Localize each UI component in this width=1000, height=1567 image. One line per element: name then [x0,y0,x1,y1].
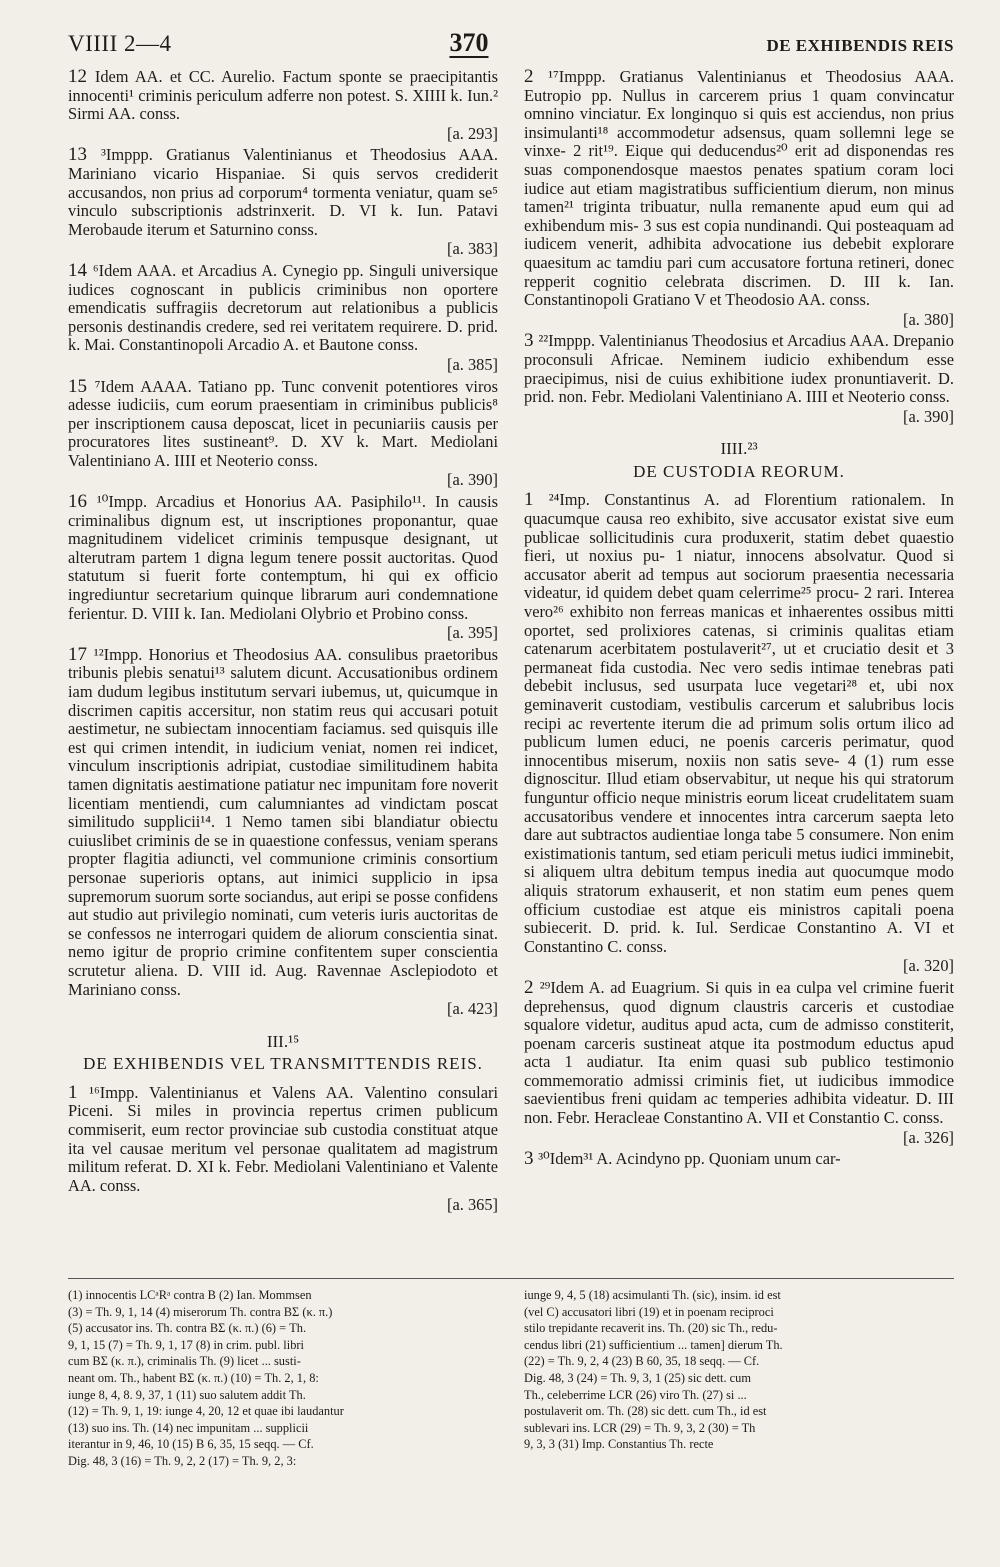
footnote-line: iunge 9, 4, 5 (18) acsimulanti Th. (sic), insim. id est [524,1288,781,1302]
footnote-line: Dig. 48, 3 (16) = Th. 9, 2, 2 (17) = Th. 9, 2, 3: [68,1453,297,1468]
law-entry [68,643,498,999]
law-entry [524,1150,954,1169]
footnote-line: stilo trepidante recaverit ins. Th. (20) sic Th., redu- [524,1321,778,1336]
law-date: [a. 293] [447,123,498,143]
footnote-line: cendus libri (21) sufficientium ... tamen] dierum Th. [524,1337,783,1352]
law-entry [524,976,954,1128]
footnote-line: (22) = Th. 9, 2, 4 (23) B 60, 35, 18 seqq. — Cf. [524,1354,760,1369]
law-entry [68,68,498,124]
section-heading: DE EXHIBENDIS VEL TRANSMITTENDIS REIS. [83,1054,483,1074]
law-number: 12 [68,68,95,87]
law-date: [a. 380] [903,309,954,329]
footnote-line: neant om. Th., habent BΣ (κ. π.) (10) = Th. 2, 1, 8: [68,1370,319,1385]
law-text: ¹⁶Impp. Valentinianus et Valens AA. Valentino consulari Piceni. Si miles in provincia repertus crimen publicum commiserit, eum rector provinciae sub custodia constituat atque ita vel causae meritum vel personae qualitatem ad magistrum militum referat. D. XI k. Febr. Mediolani Valentiniano et Valente AA. conss. [68,1082,498,1195]
law-number: 16 [68,491,97,513]
footnote-line: (vel C) accusatori libri (19) et in poenam reciproci [524,1304,774,1319]
footnote-line: iunge 8, 4, 8. 9, 37, 1 (11) suo salutem addit Th. [68,1387,306,1402]
footnotes [68,1278,954,1470]
law-entry [68,259,498,355]
law-date: [a. 320] [903,956,954,976]
left-column [68,68,498,1278]
footnote-line: postulaverit om. Th. (28) sic dett. cum Th., id est [524,1404,767,1419]
law-entry [68,493,498,623]
footnote-line: 9, 3, 3 (31) Imp. Constantius Th. recte [524,1437,714,1452]
book-title-reference: VIIII 2—4 [68,31,172,56]
law-number: 15 [68,375,95,397]
footnote-line: sublevari ins. LCR (29) = Th. 9, 3, 2 (30) = Th [524,1420,756,1435]
law-list [68,68,498,1019]
law-number: 14 [68,259,93,281]
law-number: 3 [524,1148,539,1170]
law-date: [a. 365] [447,1195,498,1215]
footnote-line: (13) suo ins. Th. (14) nec impunitam ... supplicii [68,1420,309,1435]
footnote-line: (5) accusator ins. Th. contra BΣ (κ. π.) (6) = Th. [68,1321,307,1336]
section-heading: DE CUSTODIA REORUM. [633,461,845,481]
law-text: ³⁰Idem³¹ A. Acindyno pp. Quoniam unum car- [538,1149,841,1169]
page-number: 370 [449,28,489,57]
footnote-column-right [524,1287,954,1470]
law-date: [a. 423] [447,999,498,1019]
law-date: [a. 326] [903,1127,954,1147]
law-entry [68,1081,498,1196]
law-text: ¹⁰Impp. Arcadius et Honorius AA. Pasiphilo¹¹. In causis criminalibus dignum est, ut inscriptiones proponantur, quae magnitudinem videlicet criminis tempusque designant, ut alterutram partem 1 digna legum tenere possit auctoritas. Quod statutum si fuerit forte contemptum, hi qui ex officio ingrediuntur secretarium quinque librarum auri condemnatione ferientur. D. VIII k. Ian. Mediolani Olybrio et Probino conss. [68,492,498,623]
law-entry [524,332,954,406]
footnote-line: iterantur in 9, 46, 10 (15) B 6, 35, 15 seqq. — Cf. [68,1437,314,1452]
law-text: ²²Imppp. Valentinianus Theodosius et Arcadius AAA. Drepanio proconsuli Africae. Neminem iudicio exhibendum esse praecipimus, nisi de cuius exhibitione iudex pronuntiaverit. D. prid. non. Febr. Mediolani Valentiniano A. IIII et Neoterio conss. [524,331,954,407]
law-list [68,1081,498,1215]
footnote-line: cum BΣ (κ. π.), criminalis Th. (9) licet ... susti- [68,1354,301,1369]
law-date: [a. 390] [903,406,954,426]
law-list [524,491,954,1168]
footnote-line: Th., celeberrime LCR (26) viro Th. (27) si ... [524,1387,747,1402]
law-text: ¹⁷Imppp. Gratianus Valentinianus et Theodosius AAA. Eutropio pp. Nullus in carcerem prius 1 quam convincatur omnino vinciatur. Ex longinquo si quis est acciendus, non prius insimulanti¹⁸ accommodetur adsensus, quam sollemni lege se vinxe- 2 rit¹⁹. Eique qui deducendus²⁰ erit ad disponendas res suas componendosque maestos penates spatium coram loci iudice aut etiam magistratibus sufficientium dierum, non minus tamen²¹ triginta tribuatur, nulla remanente apud eum qui ad exhibendum mis- 3 sus est copia nundinandi. Qui posteaquam ad iudicem venerit, adhibita advocatione ius debebit explorare quaesitum ac tamdiu pari cum accusatore fortuna retineri, donec repperit cognitio celebrata discrimen. D. III k. Ian. Constantinopoli Gratiano V et Theodosio AA. conss. [524,68,954,310]
law-number: 2 [524,68,549,87]
law-text: ¹²Impp. Honorius et Theodosius AA. consulibus praetoribus tribunis plebis senatui¹³ salutem dicunt. Accusationibus ordinem iam dudum legibus institutum servari iubemus, ut, quicumque in discrimen capitis accersitur, non statim reus qui accusari potuit aestimetur, ne subiectam innocentiam faciamus. sed quisquis ille est qui crimen intendit, in iudicium veniat, nomen rei indicet, vinculum inscriptionis adripiat, custodiae similitudinem habita tamen dignitatis aestimatione patiatur nec impunitam fore noverit licentiam mentiendi, cum calumniantes ad vindictam poscat similitudo supplicii¹⁴. 1 Nemo tamen sibi blandiatur obiectu cuiuslibet criminis de se in quaestione confessus, veniam sperans propter flagitia adiuncti, vel communione criminis consortium personae superioris optans, aut inimici supplicio in ipsa supremorum suorum sorte sociandus, aut eripi se posse confidens aut studio aut privilegio nominati, cum veteris iuris auctoritas de se confessos ne interrogari quidem de aliorum conscientia sinat. nemo igitur de proprio crimine confitentem super conscientia scrutetur aliena. D. VIII id. Aug. Ravennae Asclepiodoto et Mariniano conss. [68,644,498,999]
law-date: [a. 395] [447,623,498,643]
law-entry [68,375,498,471]
law-text: ⁶Idem AAA. et Arcadius A. Cynegio pp. Singuli universique iudices cognoscant in publicis criminibus non oportere emendicatis suffragiis decretorum aut relationibus a publicis personis destinandis credere, sed rei veritatem requirere. D. prid. k. Mai. Constantinopoli Arcadio A. et Bautone conss. [68,260,498,355]
law-text: ²⁴Imp. Constantinus A. ad Florentium rationalem. In quacumque causa reo exhibito, sive accusator existat sive eum publicae sollicitudinis cura produxerit, statim debet quaestio fieri, ut noxius pu- 1 niatur, innocens absolvatur. Quod si accusator aberit ad tempus aut sociorum praesentia necessaria videatur, id quidem debet quam celerrime²⁵ procu- 2 rari. Interea vero²⁶ exhibito non ferreas manicas et inhaerentes ossibus mitti oportet, sed prolixiores catenas, si criminis qualitas etiam catenarum acerbitatem postulaverit²⁷, ut et cruciatio desit et 3 permaneat fida custodia. Nec vero sedis intimae tenebras pati debebit inclusus, sed usurpata luce vegetari²⁸ et, ubi nox geminaverit custodiam, vestibulis carcerum et salubribus locis recipi ac revertente iterum die ad primum solis ortum ilico ad publicum lumen educi, ne poenis carceris perimatur, quod innocentibus miserum, noxiis non satis seve- 4 (1) rum esse dignoscitur. Illud etiam observabitur, ut neque his qui stratorum funguntur officio neque ministris eorum liceat crudelitatem suam accusatoribus vendere et innocentes intra carcerum saepta leto dare aut subtractos audientiae longa tabe 5 consumere. Non enim existimationis tantum, sed etiam periculi metus iudici imminebit, si aliquem ultra debitum tempus inedia aut quocumque modo aliquis stratorum exhauserit, et non statim eum penes quem officium custodiae est atque eis ministros capitali poena subiecerit. D. prid. k. Iul. Serdicae Constantino A. VI et Constantino C. conss. [524,490,954,956]
footnote-line: 9, 1, 15 (7) = Th. 9, 1, 17 (8) in crim. publ. libri [68,1337,304,1352]
law-text: ³Imppp. Gratianus Valentinianus et Theodosius AAA. Mariniano vicario Hispaniae. Si quis servos crediderit accusandos, non prius ad corporum⁴ tormenta veniatur, quam se⁵ vinculo subscriptionis adstrinxerit. D. VI k. Iun. Patavi Merobaude iterum et Saturnino conss. [68,145,498,239]
law-date: [a. 390] [447,470,498,490]
law-text: ²⁹Idem A. ad Euagrium. Si quis in ea culpa vel crimine fuerit deprehensus, quod dignum claustris carceris et custodiae squalore videtur, auditus apud acta, cum de admisso constiterit, poenam carceris sustineat atque ita postmodum eductus apud acta 1 audiatur. Ita enim quasi sub publico testimonio commemoratio admissi criminis fiet, ut iudicibus immodice saevientibus freni quidam ac temperies adhibita videatur. D. III non. Febr. Heracleae Constantino A. VII et Constantio C. conss. [524,977,954,1128]
running-header [68,28,954,68]
law-text: Idem AA. et CC. Aurelio. Factum sponte se praecipitantis innocenti¹ criminis periculum adferre non potest. S. XIIII k. Iun.² Sirmi AA. conss. [68,68,498,124]
law-text: ⁷Idem AAAA. Tatiano pp. Tunc convenit potentiores viros adesse iudiciis, cum eorum praesentiam in criminibus publicis⁸ per inscriptionem causa deposcat, licet in pecuniariis causis per procuratores lites sustineant⁹. D. XV k. Mart. Mediolani Valentiniano A. IIII et Neoterio conss. [68,376,498,470]
law-entry [524,68,954,310]
law-list [524,68,954,426]
law-date: [a. 383] [447,239,498,259]
law-number: 13 [68,144,101,166]
law-entry [68,146,498,239]
law-number: 2 [524,976,540,998]
right-column [524,68,954,1278]
footnote-line: (1) innocentis LCᵃRᵃ contra B (2) Ian. Mommsen [68,1288,312,1302]
footnote-line: (12) = Th. 9, 1, 19: iunge 4, 20, 12 et quae ibi laudantur [68,1404,344,1419]
law-date: [a. 385] [447,354,498,374]
law-number: 17 [68,643,94,665]
text-columns [68,68,954,1278]
footnote-column-left [68,1287,498,1470]
footnote-line: (3) = Th. 9, 1, 14 (4) miserorum Th. contra BΣ (κ. π.) [68,1304,333,1319]
section-number-title: IIII.²³ [720,439,758,459]
footnote-line: Dig. 48, 3 (24) = Th. 9, 3, 1 (25) sic dett. cum [524,1370,752,1385]
law-entry [524,491,954,956]
law-number: 1 [524,489,549,511]
section-running-title: DE EXHIBENDIS REIS [766,36,954,55]
section-number-title: III.¹⁵ [266,1031,300,1051]
law-number: 1 [68,1081,90,1103]
law-number: 3 [524,330,539,352]
